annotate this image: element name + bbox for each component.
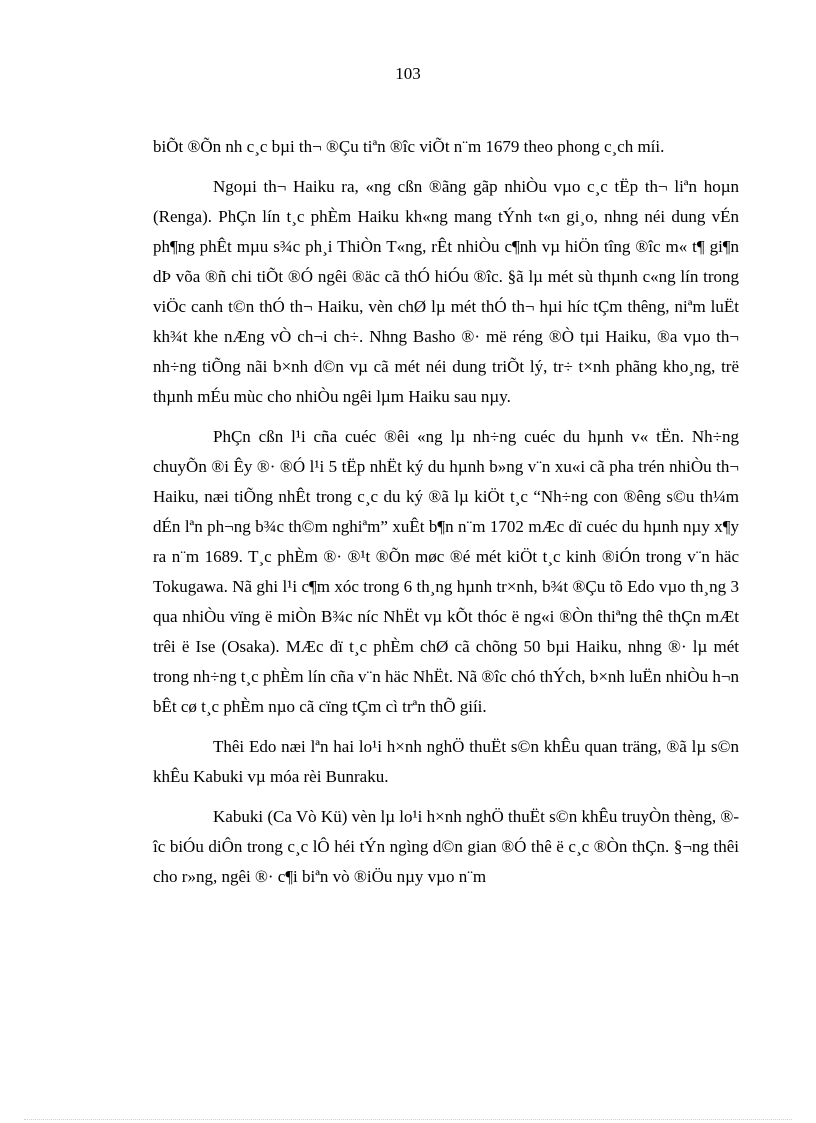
page-bottom-rule bbox=[24, 1119, 792, 1120]
paragraph-3: PhÇn cßn l¹i cña cuéc ®êi «ng lµ nh÷ng cuéc du hµnh v« tËn. Nh÷ng chuyÕn ®i Êy ®· ®Ó l¹i 5 tËp nhËt ký du hµnh b»ng v¨n xu«i cã pha trén nhiÒu th¬ Haiku, næi tiÕng nhÊt trong c¸c du ký ®ã lµ kiÖt t¸c “Nh÷ng con ®êng s©u th¼m dÉn lªn ph¬ng b¾c th©m nghiªm” xuÊt b¶n n¨m 1702 mÆc dï cuéc du hµnh nµy x¶y ra n¨m 1689. T¸c phÈm ®· ®¹t ®Õn møc ®é mét kiÖt t¸c kinh ®iÓn trong v¨n häc Tokugawa. Nã ghi l¹i c¶m xóc trong 6 th¸ng hµnh tr×nh, b¾t ®Çu tõ Edo vµo th¸ng 3 qua nhiÒu vïng ë miÒn B¾c níc NhËt vµ kÕt thóc ë ng«i ®Òn thiªng thê thÇn mÆt trêi ë Ise (Osaka). MÆc dï t¸c phÈm chØ cã chõng 50 bµi Haiku, nhng ®· lµ mét trong nh÷ng t¸c phÈm lín cña v¨n häc NhËt. Nã ®îc chó thÝch, b×nh luËn nhiÒu h¬n bÊt cø t¸c phÈm nµo cã cïng tÇm cì trªn thÕ giíi. bbox=[153, 427, 739, 716]
paragraph-1: biÕt ®Õn nh c¸c bµi th¬ ®Çu tiªn ®îc viÕt n¨m 1679 theo phong c¸ch míi. bbox=[153, 137, 665, 156]
page-number: 103 bbox=[395, 64, 421, 83]
body-text bbox=[153, 132, 739, 892]
paragraph-2: Ngoµi th¬ Haiku ra, «ng cßn ®ãng gãp nhiÒu vµo c¸c tËp th¬ liªn hoµn (Renga). PhÇn lín t¸c phÈm Haiku kh«ng mang tÝnh t«n gi¸o, nhng néi dung vÉn ph¶ng phÊt mµu s¾c ph¸i ThiÒn T«ng, rÊt nhiÒu c¶nh vµ hiÖn tîng ®îc m« t¶ gi¶n dÞ võa ®ñ chi tiÕt ®Ó ngêi ®äc cã thÓ hiÓu ®îc. §ã lµ mét sù thµnh c«ng lín trong viÖc canh t©n thÓ th¬ Haiku, vèn chØ lµ mét thÓ th¬ hµi híc tÇm thêng, niªm luËt kh¾t khe nÆng vÒ ch¬i ch÷. Nhng Basho ®· më réng ®Ò tµi Haiku, ®a vµo th¬ nh÷ng tiÕng nãi b×nh d©n vµ cã mét néi dung triÕt lý, tr÷ t×nh phãng kho¸ng, trë thµnh mÉu mùc cho nhiÒu ngêi lµm Haiku sau nµy. bbox=[153, 177, 739, 406]
paragraph-4: Thêi Edo næi lªn hai lo¹i h×nh nghÖ thuËt s©n khÊu quan träng, ®ã lµ s©n khÊu Kabuki vµ móa rèi Bunraku. bbox=[153, 737, 739, 786]
paragraph-5: Kabuki (Ca Vò Kü) vèn lµ lo¹i h×nh nghÖ thuËt s©n khÊu truyÒn thèng, ®îc biÓu diÔn trong c¸c lÔ héi tÝn ngìng d©n gian ®Ó thê ë c¸c ®Òn thÇn. §¬ng thêi cho r»ng, ngêi ®· c¶i biªn vò ®iÖu nµy vµo n¨m bbox=[153, 807, 739, 886]
